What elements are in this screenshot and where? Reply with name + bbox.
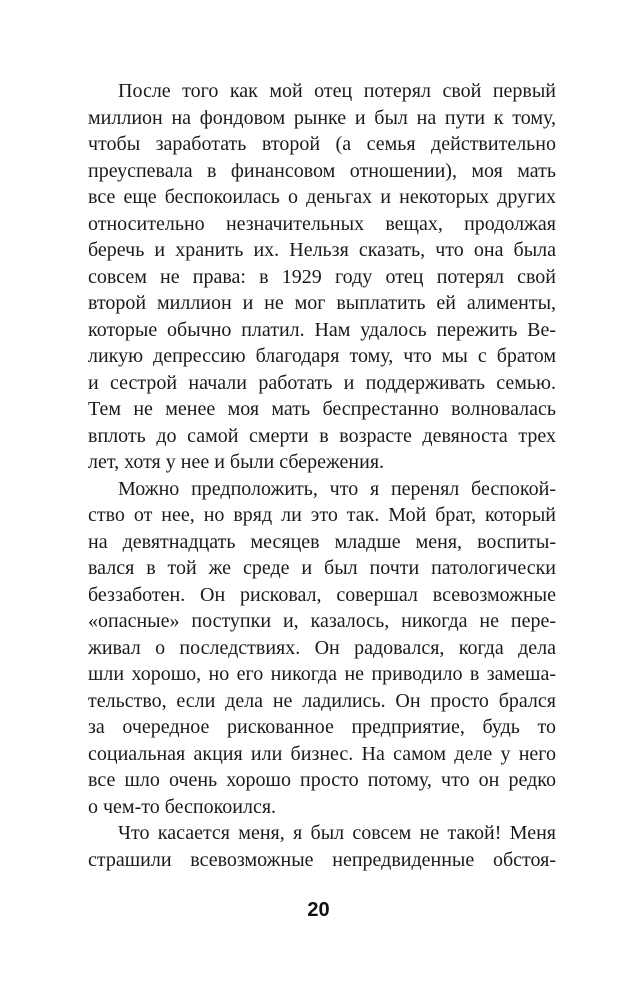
text-line: вался в той же среде и был почти патологически	[88, 557, 556, 579]
text-line: беречь и хранить их. Нельзя сказать, что она была	[88, 239, 556, 261]
page-number: 20	[307, 899, 330, 921]
text-line: преуспевала в финансовом отношении), моя мать	[88, 159, 556, 182]
text-line: относительно незначительных вещах, продолжая	[88, 212, 556, 235]
text-line: социальная акция или бизнес. На самом деле у него	[88, 742, 556, 765]
text-line: лет, хотя у нее и были сбережения.	[88, 451, 385, 473]
text-line: чтобы заработать второй (а семья действительно	[88, 133, 556, 155]
text-line: о чем-то беспокоился.	[88, 795, 277, 818]
text-line: совсем не права: в 1929 году отец потерял свой	[88, 265, 556, 288]
text-line: Что касается меня, я был совсем не такой! Меня	[118, 822, 556, 844]
text-line: которые обычно платил. Нам удалось пережить Ве-	[88, 318, 556, 341]
text-line: ликую депрессию благодаря тому, что мы с братом	[88, 345, 556, 367]
text-line: беззаботен. Он рисковал, совершал всевозможные	[88, 583, 556, 606]
text-line: Тем не менее моя мать беспрестанно волновалась	[88, 398, 556, 420]
text-line: и сестрой начали работать и поддерживать семью.	[88, 371, 556, 394]
text-line: за очередное рискованное предприятие, будь то	[88, 716, 556, 738]
text-line: тельство, если дела не ладились. Он просто брался	[88, 689, 556, 712]
text-line: все еще беспокоилась о деньгах и некоторых других	[88, 186, 556, 208]
text-line: все шло очень хорошо просто потому, что он редко	[88, 769, 556, 791]
body-text	[88, 78, 556, 873]
text-line: вплоть до самой смерти в возрасте девяноста трех	[88, 424, 556, 447]
text-line: второй миллион и не мог выплатить ей алименты,	[88, 292, 556, 314]
text-line: «опасные» поступки и, казалось, никогда не пере-	[88, 610, 556, 632]
paragraph	[88, 820, 556, 873]
text-line: страшили всевозможные непредвиденные обстоя-	[88, 848, 556, 871]
text-line: миллион на фондовом рынке и был на пути к тому,	[88, 106, 556, 129]
text-line: После того как мой отец потерял свой первый	[118, 80, 556, 102]
paragraph	[88, 78, 556, 476]
text-line: шли хорошо, но его никогда не приводило в замеша-	[88, 663, 556, 685]
text-line: на девятнадцать месяцев младше меня, воспиты-	[88, 530, 556, 553]
paragraph	[88, 476, 556, 821]
text-line: Можно предположить, что я перенял беспокой-	[118, 477, 556, 500]
text-line: живал о последствиях. Он радовался, когда дела	[88, 636, 556, 659]
text-line: ство от нее, но вряд ли это так. Мой брат, который	[88, 504, 556, 526]
